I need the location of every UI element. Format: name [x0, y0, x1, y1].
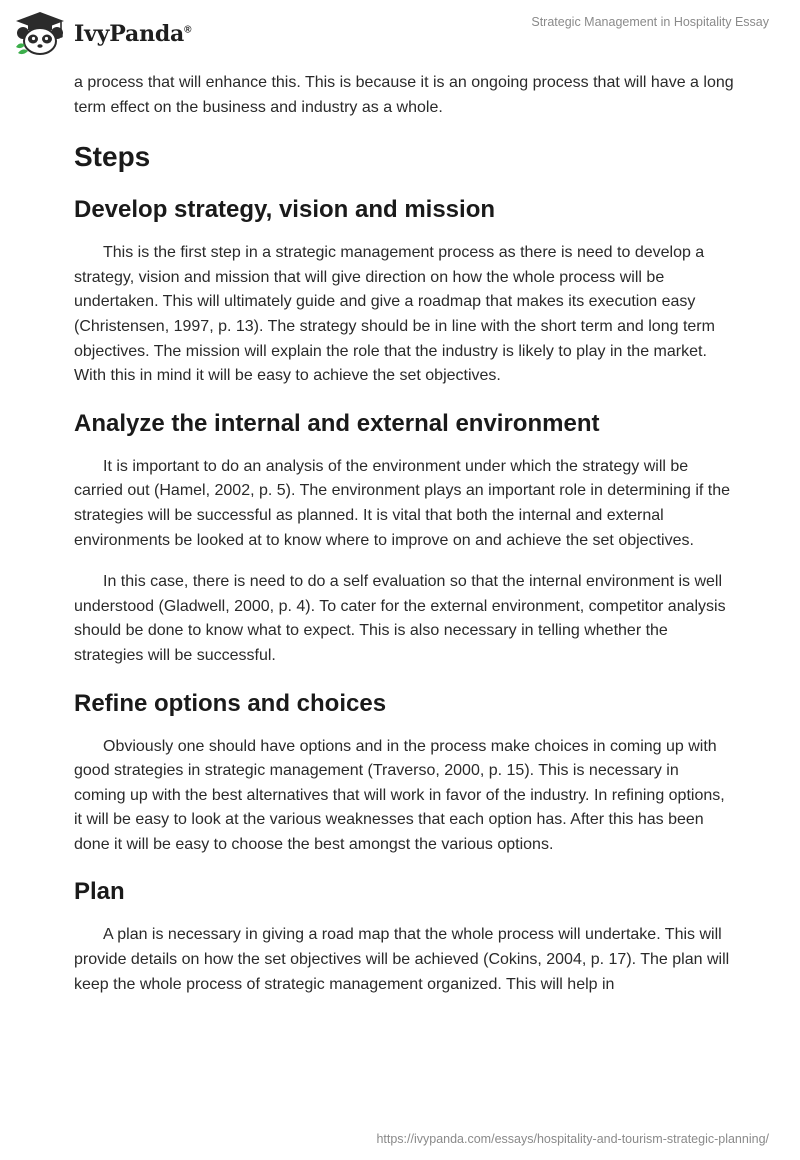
- logo[interactable]: [14, 8, 191, 58]
- source-url[interactable]: https://ivypanda.com/essays/hospitality-and-tourism-strategic-planning/: [376, 1132, 769, 1146]
- paragraph: This is the first step in a strategic management process as there is need to develop a strategy, vision and mission that will give direction on how the whole process will be undertaken. This will ultimately guide and give a roadmap that makes its execution easy (Christensen, 1997, p. 13). The strategy should be in line with the short term and long term objectives. The mission will explain the role that the industry is likely to play in the market. With this in mind it will be easy to achieve the set objectives.: [74, 244, 715, 385]
- document-title: Strategic Management in Hospitality Essay: [531, 15, 769, 29]
- logo-wordmark: IvyPanda®: [74, 21, 192, 47]
- page-header: [0, 0, 800, 66]
- paragraph: It is important to do an analysis of the environment under which the strategy will be carried out (Hamel, 2002, p. 5). The environment plays an important role in determining if the strategies will be successful as planned. It is vital that both the internal and external environments be looked at to know where to improve on and achieve the set objectives.: [74, 457, 731, 549]
- heading-plan: Plan: [74, 878, 125, 906]
- paragraph: Obviously one should have options and in the process make choices in coming up with good strategies in strategic management (Traverso, 2000, p. 15). This is necessary in coming up with the best alternatives that will work in favor of the industry. In refining options, it will be easy to look at the various weaknesses that each option has. After this has been done it will be easy to choose the best amongst the various options.: [74, 737, 725, 853]
- paragraph: A plan is necessary in giving a road map that the whole process will undertake. This will provide details on how the set objectives will be achieved (Cokins, 2004, p. 17). The plan will keep the whole process of strategic management organized. This will help in: [74, 926, 730, 993]
- heading-develop-strategy: Develop strategy, vision and mission: [74, 196, 496, 224]
- intro-paragraph: a process that will enhance this. This is because it is an ongoing process that will have a long term effect on the business and industry as a whole.: [74, 74, 734, 116]
- panda-graduation-cap-icon: [14, 11, 66, 55]
- heading-refine-options: Refine options and choices: [74, 689, 387, 717]
- heading-analyze-environment: Analyze the internal and external environment: [74, 409, 600, 437]
- section-title-steps: Steps: [74, 141, 151, 173]
- paragraph: In this case, there is need to do a self evaluation so that the internal environment is well understood (Gladwell, 2000, p. 4). To cater for the external environment, competitor analysis should be done to know what to expect. This is also necessary in telling whether the strategies will be successful.: [74, 573, 726, 664]
- essay-body: [74, 71, 734, 997]
